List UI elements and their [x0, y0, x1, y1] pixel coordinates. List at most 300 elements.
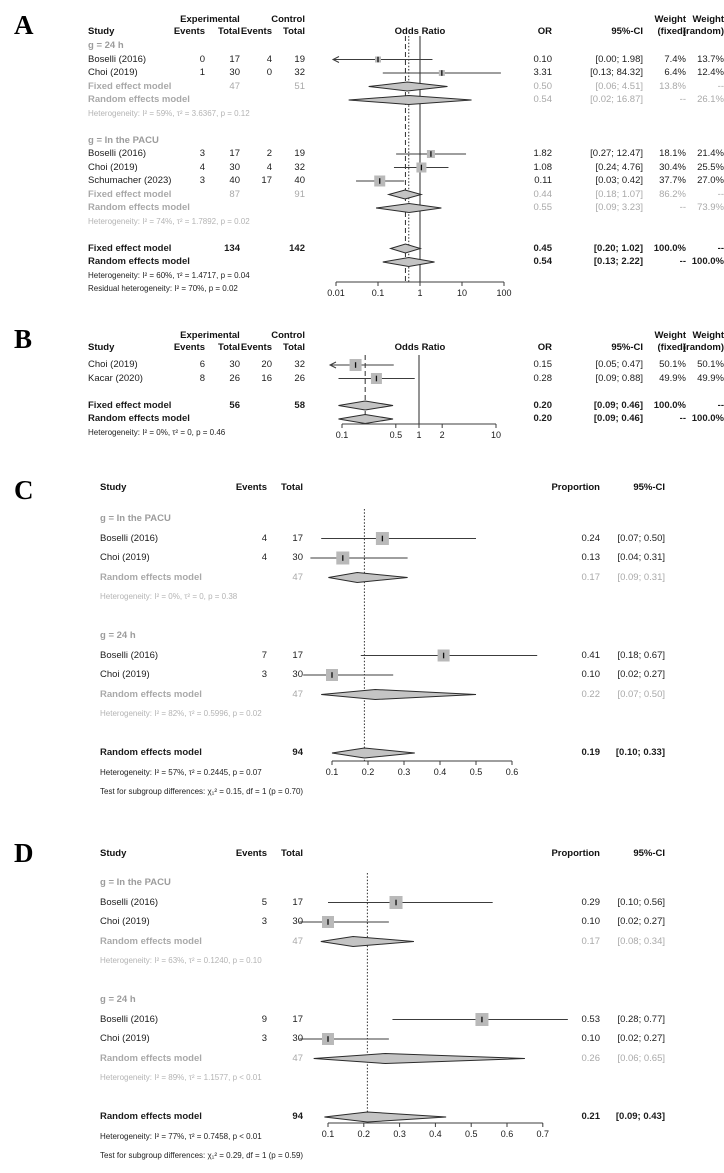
model-label: Random effects model	[100, 747, 202, 759]
count-cell: 16	[261, 372, 272, 384]
effect-cell: 86.2%	[659, 188, 686, 200]
axis-tick-label: 0.5	[464, 1129, 478, 1139]
effect-cell: 0.20	[533, 399, 552, 411]
axis-tick-label: 0.1	[335, 430, 349, 440]
effect-cell: 100.0%	[653, 242, 686, 254]
panel-label-a: A	[14, 10, 34, 40]
heterogeneity-row	[0, 1068, 724, 1088]
column-header-events-exp: Events	[173, 26, 205, 37]
axis-tick-label: 0.01	[327, 288, 345, 298]
effect-cell: 0.55	[533, 202, 552, 214]
study-label: Choi (2019)	[88, 67, 138, 79]
effect-cell: 0.54	[533, 256, 552, 268]
effect-cell: 0.54	[533, 94, 552, 106]
column-header-total: Total	[281, 482, 303, 493]
panel-c	[0, 472, 724, 808]
heterogeneity-note: Heterogeneity: I² = 0%, τ² = 0, p = 0.46	[88, 427, 226, 437]
count-cell: 30	[229, 161, 240, 173]
effect-cell: 0.41	[581, 649, 600, 661]
column-header-weight-random: (random)	[682, 342, 724, 353]
model-row	[0, 1107, 724, 1127]
effect-cell: [0.18; 0.67]	[617, 649, 665, 661]
study-label: Kacar (2020)	[88, 372, 143, 384]
heterogeneity-note: Heterogeneity: I² = 89%, τ² = 1.1577, p < 0.01	[100, 1073, 262, 1083]
model-row	[0, 242, 724, 256]
study-label: Boselli (2016)	[88, 148, 147, 160]
effect-cell: [0.02; 16.87]	[590, 94, 643, 106]
heterogeneity-row	[0, 704, 724, 724]
effect-cell: 25.5%	[697, 161, 724, 173]
subgroup-label-row	[0, 990, 724, 1010]
effect-cell: --	[717, 80, 724, 92]
panel-label-d: D	[14, 838, 34, 868]
effect-cell: 0.20	[533, 413, 552, 425]
model-row	[0, 201, 724, 215]
axis-tick-label: 1	[416, 430, 422, 440]
effect-cell: --	[679, 256, 686, 268]
column-header-events-ctrl: Events	[240, 342, 272, 353]
column-header-weight-fixed: (fixed)	[657, 342, 686, 353]
axis-tick-label: 0.6	[505, 767, 519, 777]
count-cell: 47	[292, 688, 303, 700]
heterogeneity-note: Heterogeneity: I² = 59%, τ² = 3.6367, p = 0.12	[88, 108, 250, 118]
effect-cell: 0.50	[533, 80, 552, 92]
count-cell: 5	[261, 896, 267, 908]
effect-cell: 13.7%	[697, 53, 724, 65]
effect-cell: 0.11	[534, 175, 552, 187]
subgroup-label: g = In the PACU	[88, 134, 159, 146]
subgroup-label-row	[0, 873, 724, 893]
axis-tick-label: 0.5	[469, 767, 483, 777]
study-label: Boselli (2016)	[100, 649, 159, 661]
subgroup-label: g = 24 h	[88, 40, 124, 52]
count-cell: 30	[292, 552, 303, 564]
study-row	[0, 174, 724, 188]
effect-cell: [0.24; 4.76]	[595, 161, 643, 173]
count-cell: 17	[292, 532, 303, 544]
model-label: Random effects model	[88, 256, 190, 268]
effect-cell: 26.1%	[697, 94, 724, 106]
study-row	[0, 147, 724, 161]
effect-cell: 50.1%	[659, 359, 686, 371]
effect-cell: [0.06; 0.65]	[617, 1052, 665, 1064]
count-cell: 94	[292, 1111, 303, 1123]
count-cell: 17	[261, 175, 272, 187]
effect-cell: 49.9%	[697, 372, 724, 384]
effect-cell: --	[717, 188, 724, 200]
effect-cell: [0.09; 0.88]	[595, 372, 643, 384]
effect-cell: 49.9%	[659, 372, 686, 384]
study-label: Boselli (2016)	[100, 1013, 159, 1025]
effect-cell: 100.0%	[653, 399, 686, 411]
effect-cell: 0.13	[581, 552, 600, 564]
count-cell: 17	[229, 148, 240, 160]
model-row	[0, 932, 724, 952]
effect-cell: 0.44	[533, 188, 552, 200]
axis-tick-label: 0.3	[397, 767, 411, 777]
effect-cell: 0.17	[581, 935, 600, 947]
column-header-control: Control	[271, 330, 305, 341]
count-cell: 58	[294, 399, 305, 411]
column-header-weight-random: (random)	[682, 26, 724, 37]
heterogeneity-note: Heterogeneity: I² = 57%, τ² = 0.2445, p = 0.07	[100, 767, 262, 777]
model-label: Random effects model	[100, 1052, 202, 1064]
column-header-or: OR	[537, 26, 552, 37]
count-cell: 91	[294, 188, 305, 200]
study-row	[0, 529, 724, 549]
effect-cell: [0.27; 12.47]	[590, 148, 643, 160]
heterogeneity-note: Heterogeneity: I² = 60%, τ² = 1.4717, p = 0.04	[88, 270, 250, 280]
study-label: Choi (2019)	[100, 916, 150, 928]
effect-cell: 7.4%	[664, 53, 686, 65]
effect-cell: [0.09; 0.46]	[593, 399, 643, 411]
heterogeneity-note: Heterogeneity: I² = 77%, τ² = 0.7458, p < 0.01	[100, 1131, 262, 1141]
heterogeneity-row	[0, 951, 724, 971]
effect-cell: 6.4%	[664, 67, 686, 79]
column-header-events: Events	[235, 848, 267, 859]
study-label: Boselli (2016)	[88, 53, 147, 65]
effect-cell: 0.10	[581, 916, 600, 928]
count-cell: 2	[266, 148, 272, 160]
study-label: Schumacher (2023)	[88, 175, 172, 187]
subgroup-label: g = 24 h	[100, 630, 136, 642]
model-row	[0, 255, 724, 269]
count-cell: 40	[229, 175, 240, 187]
axis-tick-label: 2	[439, 430, 445, 440]
panel-label-b: B	[14, 324, 33, 354]
count-cell: 6	[199, 359, 205, 371]
effect-cell: 100.0%	[691, 256, 724, 268]
study-label: Choi (2019)	[88, 359, 138, 371]
axis-tick-label: 0.6	[500, 1129, 514, 1139]
model-row	[0, 80, 724, 94]
subgroup-label-row	[0, 134, 724, 148]
model-row	[0, 685, 724, 705]
count-cell: 87	[229, 188, 240, 200]
axis-tick-label: 1	[417, 288, 423, 298]
axis-tick-label: 0.1	[321, 1129, 335, 1139]
study-row	[0, 53, 724, 67]
count-cell: 4	[266, 53, 272, 65]
model-row	[0, 188, 724, 202]
model-label: Random effects model	[100, 571, 202, 583]
count-cell: 17	[292, 896, 303, 908]
count-cell: 8	[199, 372, 205, 384]
model-row	[0, 568, 724, 588]
column-header-weight-fixed-top: Weight	[654, 14, 686, 25]
heterogeneity-row	[0, 426, 724, 440]
count-cell: 40	[294, 175, 305, 187]
count-cell: 30	[292, 669, 303, 681]
count-cell: 94	[292, 747, 303, 759]
column-header-total: Total	[281, 848, 303, 859]
heterogeneity-note: Heterogeneity: I² = 0%, τ² = 0, p = 0.38	[100, 592, 238, 602]
model-row	[0, 93, 724, 107]
axis-tick-label: 0.1	[371, 288, 385, 298]
count-cell: 51	[294, 80, 305, 92]
count-cell: 4	[266, 161, 272, 173]
heterogeneity-row	[0, 269, 724, 283]
effect-cell: 27.0%	[697, 175, 724, 187]
count-cell: 9	[261, 1013, 267, 1025]
effect-cell: [0.04; 0.31]	[617, 552, 665, 564]
subgroup-label: g = 24 h	[100, 994, 136, 1006]
study-row	[0, 1029, 724, 1049]
axis-tick-label: 0.4	[429, 1129, 442, 1139]
column-header-weight-random-top: Weight	[692, 330, 724, 341]
plot-title-odds-ratio: Odds Ratio	[394, 342, 446, 353]
count-cell: 3	[261, 669, 267, 681]
count-cell: 30	[229, 67, 240, 79]
count-cell: 3	[261, 1033, 267, 1045]
effect-cell: [0.10; 0.33]	[615, 747, 665, 759]
column-header-weight-fixed: (fixed)	[657, 26, 686, 37]
study-label: Choi (2019)	[100, 1033, 150, 1045]
effect-cell: [0.09; 0.43]	[615, 1111, 665, 1123]
heterogeneity-note: Heterogeneity: I² = 82%, τ² = 0.5996, p = 0.02	[100, 709, 262, 719]
study-row	[0, 893, 724, 913]
effect-cell: 0.28	[533, 372, 552, 384]
forest-plot-svg	[0, 320, 724, 466]
count-cell: 32	[294, 67, 305, 79]
column-header-experimental: Experimental	[180, 330, 240, 341]
count-cell: 32	[294, 161, 305, 173]
study-row	[0, 665, 724, 685]
count-cell: 19	[294, 148, 305, 160]
study-row	[0, 1010, 724, 1030]
study-row	[0, 372, 724, 386]
effect-cell: 12.4%	[697, 67, 724, 79]
count-cell: 3	[199, 148, 205, 160]
effect-cell: 0.15	[533, 359, 552, 371]
panel-a	[0, 6, 724, 312]
column-header-study: Study	[100, 848, 127, 859]
count-cell: 19	[294, 53, 305, 65]
heterogeneity-row	[0, 587, 724, 607]
effect-cell: [0.00; 1.98]	[595, 53, 643, 65]
model-label: Random effects model	[100, 688, 202, 700]
count-cell: 47	[229, 80, 240, 92]
column-header-events: Events	[235, 482, 267, 493]
count-cell: 30	[292, 916, 303, 928]
effect-cell: 100.0%	[691, 413, 724, 425]
plot-title-odds-ratio: Odds Ratio	[394, 26, 446, 37]
heterogeneity-row	[0, 1127, 724, 1147]
count-cell: 7	[261, 649, 267, 661]
effect-cell: [0.02; 0.27]	[617, 669, 665, 681]
count-cell: 4	[261, 532, 267, 544]
model-row	[0, 399, 724, 413]
panel-d	[0, 833, 724, 1173]
heterogeneity-row	[0, 282, 724, 296]
column-header-total-ctrl: Total	[283, 26, 305, 37]
count-cell: 1	[199, 67, 205, 79]
effect-cell: 3.31	[533, 67, 552, 79]
effect-cell: 0.26	[581, 1052, 600, 1064]
heterogeneity-row	[0, 107, 724, 121]
panel-label-c: C	[14, 475, 34, 505]
count-cell: 26	[294, 372, 305, 384]
effect-cell: 0.29	[581, 896, 600, 908]
subgroup-label-row	[0, 626, 724, 646]
effect-cell: 0.53	[581, 1013, 600, 1025]
effect-cell: --	[679, 413, 686, 425]
effect-cell: [0.02; 0.27]	[617, 1033, 665, 1045]
count-cell: 30	[292, 1033, 303, 1045]
study-row	[0, 646, 724, 666]
model-label: Fixed effect model	[88, 242, 172, 254]
heterogeneity-row	[0, 763, 724, 783]
effect-cell: --	[679, 202, 686, 214]
effect-cell: [0.10; 0.56]	[617, 896, 665, 908]
effect-cell: 1.08	[533, 161, 552, 173]
effect-cell: [0.09; 0.46]	[593, 413, 643, 425]
study-row	[0, 161, 724, 175]
effect-cell: 0.17	[581, 571, 600, 583]
effect-cell: 0.24	[581, 532, 600, 544]
count-cell: 0	[199, 53, 205, 65]
effect-cell: [0.13; 2.22]	[593, 256, 643, 268]
column-header-total-exp: Total	[218, 26, 240, 37]
effect-cell: [0.05; 0.47]	[595, 359, 643, 371]
effect-cell: 37.7%	[659, 175, 686, 187]
axis-tick-label: 10	[456, 288, 468, 298]
effect-cell: --	[717, 399, 724, 411]
count-cell: 32	[294, 359, 305, 371]
effect-cell: --	[679, 94, 686, 106]
count-cell: 30	[229, 359, 240, 371]
effect-cell: 30.4%	[659, 161, 686, 173]
model-label: Random effects model	[100, 935, 202, 947]
subgroup-label-row	[0, 39, 724, 53]
effect-cell: 1.82	[533, 148, 552, 160]
column-header-weight-random-top: Weight	[692, 14, 724, 25]
model-label: Fixed effect model	[88, 399, 172, 411]
effect-cell: 0.22	[581, 688, 600, 700]
study-label: Boselli (2016)	[100, 896, 159, 908]
study-row	[0, 548, 724, 568]
count-cell: 134	[224, 242, 240, 254]
count-cell: 3	[199, 175, 205, 187]
axis-tick-label: 100	[496, 288, 512, 298]
count-cell: 4	[199, 161, 205, 173]
effect-cell: 0.19	[581, 747, 600, 759]
model-label: Fixed effect model	[88, 80, 172, 92]
effect-cell: 0.45	[533, 242, 552, 254]
effect-cell: [0.13; 84.32]	[590, 67, 643, 79]
effect-cell: 0.21	[581, 1111, 600, 1123]
effect-cell: [0.28; 0.77]	[617, 1013, 665, 1025]
model-row	[0, 1049, 724, 1069]
model-label: Random effects model	[88, 202, 190, 214]
column-header-or: OR	[537, 342, 552, 353]
heterogeneity-note: Test for subgroup differences: χ₁² = 0.15, df = 1 (p = 0.70)	[100, 787, 304, 797]
count-cell: 17	[229, 53, 240, 65]
effect-cell: [0.18; 1.07]	[595, 188, 643, 200]
column-header-proportion: Proportion	[551, 482, 600, 493]
study-row	[0, 66, 724, 80]
count-cell: 4	[261, 552, 267, 564]
column-header-events-exp: Events	[173, 342, 205, 353]
column-header-total-exp: Total	[218, 342, 240, 353]
effect-cell: 0.10	[581, 1033, 600, 1045]
effect-cell: [0.08; 0.34]	[617, 935, 665, 947]
study-row	[0, 912, 724, 932]
column-header-study: Study	[88, 26, 115, 37]
model-label: Random effects model	[88, 413, 190, 425]
effect-cell: [0.09; 3.23]	[595, 202, 643, 214]
study-row	[0, 358, 724, 372]
column-header-ci: 95%-CI	[611, 26, 643, 37]
effect-cell: [0.07; 0.50]	[617, 532, 665, 544]
panel-b	[0, 320, 724, 466]
effect-cell: [0.07; 0.50]	[617, 688, 665, 700]
axis-tick-label: 10	[490, 430, 502, 440]
effect-cell: [0.09; 0.31]	[617, 571, 665, 583]
heterogeneity-row	[0, 215, 724, 229]
axis-tick-label: 0.7	[536, 1129, 550, 1139]
count-cell: 0	[266, 67, 272, 79]
count-cell: 26	[229, 372, 240, 384]
count-cell: 142	[289, 242, 305, 254]
column-header-study: Study	[100, 482, 127, 493]
heterogeneity-row	[0, 782, 724, 802]
count-cell: 47	[292, 571, 303, 583]
column-header-weight-fixed-top: Weight	[654, 330, 686, 341]
study-label: Boselli (2016)	[100, 532, 159, 544]
count-cell: 47	[292, 935, 303, 947]
model-label: Random effects model	[100, 1111, 202, 1123]
count-cell: 17	[292, 1013, 303, 1025]
column-header-control: Control	[271, 14, 305, 25]
effect-cell: [0.03; 0.42]	[595, 175, 643, 187]
column-header-total-ctrl: Total	[283, 342, 305, 353]
effect-cell: [0.02; 0.27]	[617, 916, 665, 928]
effect-cell: [0.06; 4.51]	[595, 80, 643, 92]
count-cell: 20	[261, 359, 272, 371]
model-label: Random effects model	[88, 94, 190, 106]
column-header-events-ctrl: Events	[240, 26, 272, 37]
effect-cell: 18.1%	[659, 148, 686, 160]
model-row	[0, 743, 724, 763]
effect-cell: --	[717, 242, 724, 254]
count-cell: 56	[229, 399, 240, 411]
column-header-study: Study	[88, 342, 115, 353]
count-cell: 3	[261, 916, 267, 928]
axis-tick-label: 0.3	[393, 1129, 406, 1139]
subgroup-label-row	[0, 509, 724, 529]
study-label: Choi (2019)	[100, 669, 150, 681]
effect-cell: 21.4%	[697, 148, 724, 160]
effect-cell: 0.10	[533, 53, 552, 65]
effect-cell: 73.9%	[697, 202, 724, 214]
effect-cell: 13.8%	[659, 80, 686, 92]
axis-tick-label: 0.2	[361, 767, 375, 777]
model-label: Fixed effect model	[88, 188, 172, 200]
effect-cell: 50.1%	[697, 359, 724, 371]
axis-tick-label: 0.1	[325, 767, 339, 777]
subgroup-label: g = In the PACU	[100, 877, 171, 889]
heterogeneity-note: Test for subgroup differences: χ₁² = 0.29, df = 1 (p = 0.59)	[100, 1151, 304, 1161]
heterogeneity-row	[0, 1146, 724, 1166]
column-header-experimental: Experimental	[180, 14, 240, 25]
effect-cell: 0.10	[581, 669, 600, 681]
model-row	[0, 412, 724, 426]
axis-tick-label: 0.4	[433, 767, 447, 777]
axis-tick-label: 0.5	[389, 430, 403, 440]
column-header-ci: 95%-CI	[611, 342, 643, 353]
count-cell: 47	[292, 1052, 303, 1064]
